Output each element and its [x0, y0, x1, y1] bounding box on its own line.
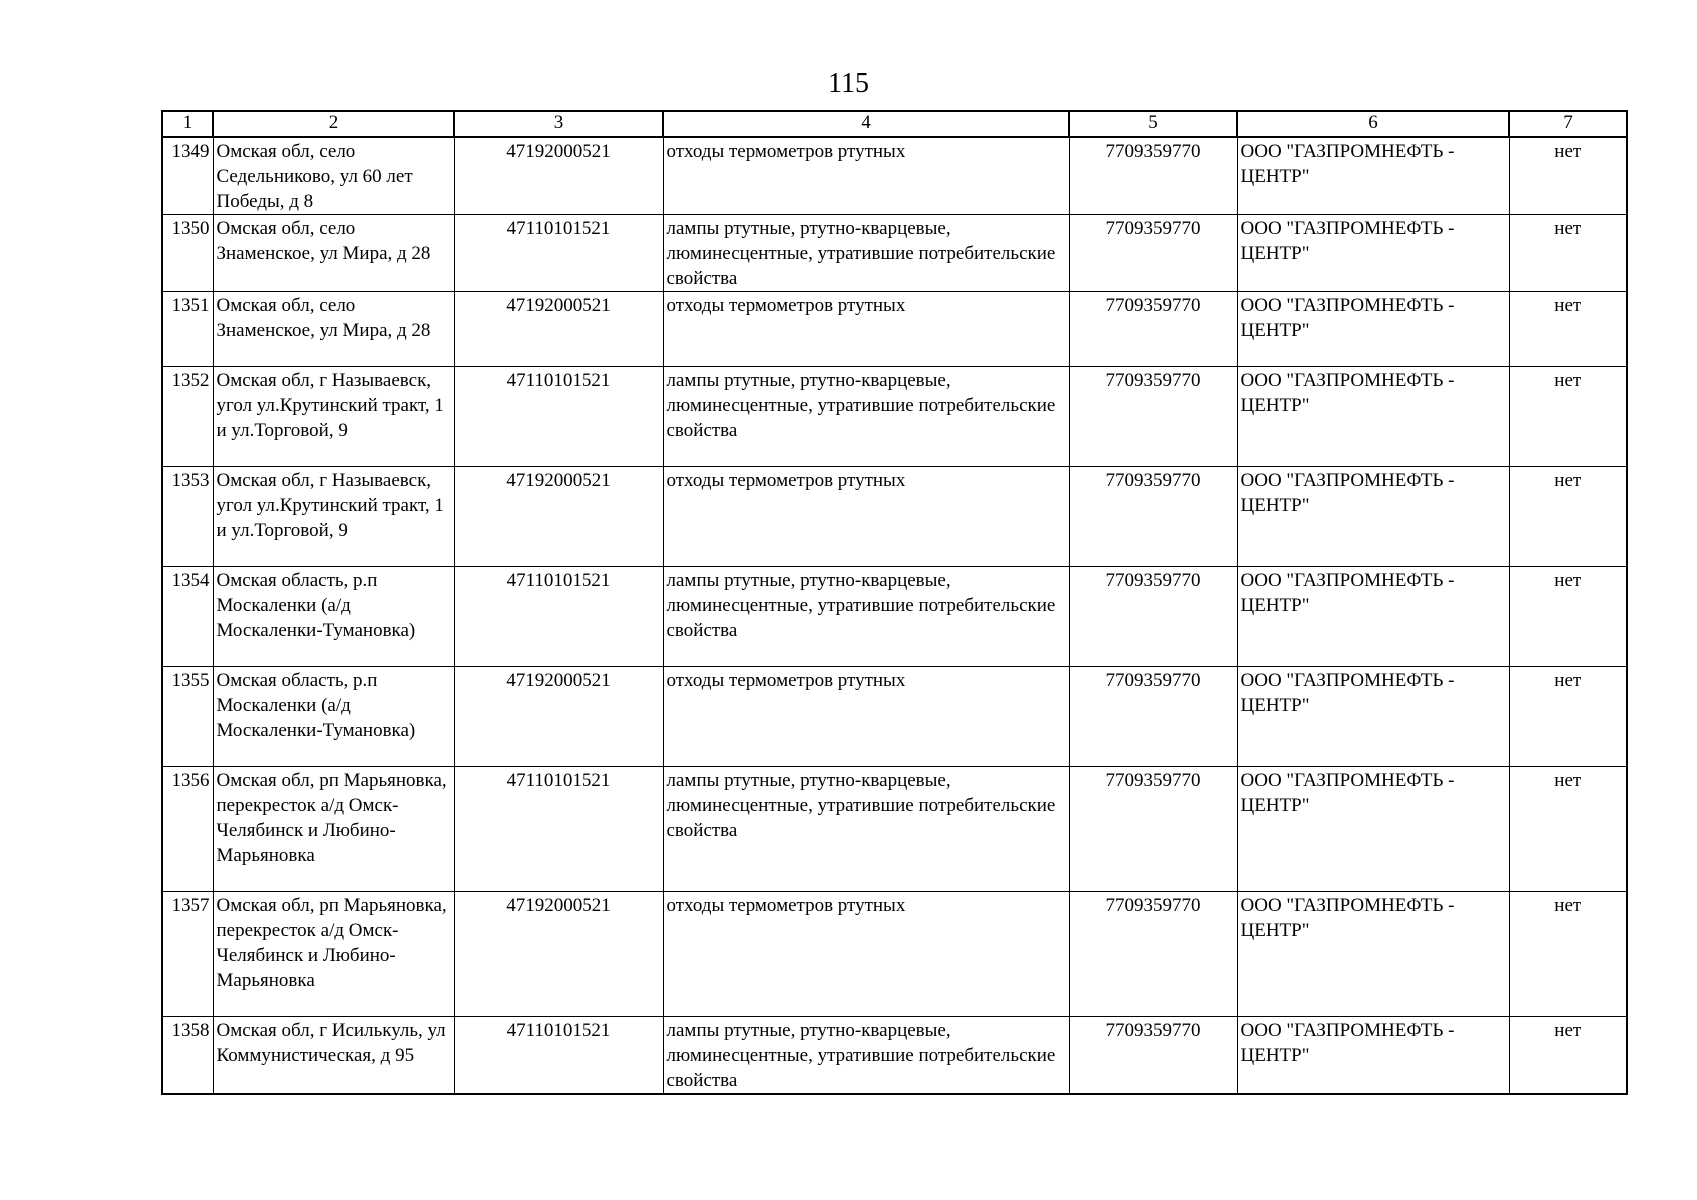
flag-cell: нет [1509, 215, 1627, 292]
table-row [162, 292, 1627, 367]
row-number-cell: 1356 [162, 767, 213, 892]
column-header: 5 [1069, 111, 1237, 137]
table-row [162, 1017, 1627, 1095]
waste-code-cell: 47110101521 [454, 367, 663, 467]
table-row [162, 892, 1627, 1017]
address-cell: Омская область, р.п Москаленки (а/д Москаленки-Тумановка) [213, 667, 454, 767]
inn-cell: 7709359770 [1069, 892, 1237, 1017]
flag-cell: нет [1509, 567, 1627, 667]
table-body [162, 137, 1627, 1094]
flag-cell: нет [1509, 467, 1627, 567]
row-number-cell: 1353 [162, 467, 213, 567]
row-number-cell: 1349 [162, 137, 213, 215]
waste-code-cell: 47192000521 [454, 667, 663, 767]
row-number-cell: 1357 [162, 892, 213, 1017]
waste-name-cell: отходы термометров ртутных [663, 667, 1069, 767]
waste-name-cell: лампы ртутные, ртутно-кварцевые, люминесцентные, утратившие потребительские свойства [663, 1017, 1069, 1095]
column-header: 4 [663, 111, 1069, 137]
waste-name-cell: лампы ртутные, ртутно-кварцевые, люминесцентные, утратившие потребительские свойства [663, 567, 1069, 667]
organization-cell: ООО "ГАЗПРОМНЕФТЬ - ЦЕНТР" [1237, 892, 1509, 1017]
page-number: 115 [828, 68, 869, 99]
inn-cell: 7709359770 [1069, 367, 1237, 467]
organization-cell: ООО "ГАЗПРОМНЕФТЬ - ЦЕНТР" [1237, 292, 1509, 367]
row-number-cell: 1352 [162, 367, 213, 467]
inn-cell: 7709359770 [1069, 567, 1237, 667]
column-header: 3 [454, 111, 663, 137]
organization-cell: ООО "ГАЗПРОМНЕФТЬ - ЦЕНТР" [1237, 667, 1509, 767]
table-row [162, 367, 1627, 467]
flag-cell: нет [1509, 367, 1627, 467]
waste-code-cell: 47110101521 [454, 767, 663, 892]
table-row [162, 767, 1627, 892]
address-cell: Омская обл, село Знаменское, ул Мира, д 28 [213, 292, 454, 367]
column-header: 7 [1509, 111, 1627, 137]
organization-cell: ООО "ГАЗПРОМНЕФТЬ - ЦЕНТР" [1237, 767, 1509, 892]
flag-cell: нет [1509, 292, 1627, 367]
row-number-cell: 1350 [162, 215, 213, 292]
waste-name-cell: лампы ртутные, ртутно-кварцевые, люминесцентные, утратившие потребительские свойства [663, 767, 1069, 892]
inn-cell: 7709359770 [1069, 467, 1237, 567]
waste-code-cell: 47192000521 [454, 137, 663, 215]
address-cell: Омская область, р.п Москаленки (а/д Москаленки-Тумановка) [213, 567, 454, 667]
address-cell: Омская обл, г Исилькуль, ул Коммунистическая, д 95 [213, 1017, 454, 1095]
inn-cell: 7709359770 [1069, 137, 1237, 215]
waste-code-cell: 47110101521 [454, 1017, 663, 1095]
waste-name-cell: лампы ртутные, ртутно-кварцевые, люминесцентные, утратившие потребительские свойства [663, 215, 1069, 292]
waste-name-cell: отходы термометров ртутных [663, 892, 1069, 1017]
row-number-cell: 1358 [162, 1017, 213, 1095]
column-header: 2 [213, 111, 454, 137]
row-number-cell: 1351 [162, 292, 213, 367]
inn-cell: 7709359770 [1069, 215, 1237, 292]
waste-code-cell: 47192000521 [454, 892, 663, 1017]
flag-cell: нет [1509, 1017, 1627, 1095]
column-header: 1 [162, 111, 213, 137]
flag-cell: нет [1509, 137, 1627, 215]
waste-code-cell: 47110101521 [454, 215, 663, 292]
table-row [162, 667, 1627, 767]
inn-cell: 7709359770 [1069, 292, 1237, 367]
address-cell: Омская обл, село Седельниково, ул 60 лет Победы, д 8 [213, 137, 454, 215]
organization-cell: ООО "ГАЗПРОМНЕФТЬ - ЦЕНТР" [1237, 137, 1509, 215]
waste-code-cell: 47192000521 [454, 292, 663, 367]
waste-name-cell: лампы ртутные, ртутно-кварцевые, люминесцентные, утратившие потребительские свойства [663, 367, 1069, 467]
row-number-cell: 1354 [162, 567, 213, 667]
inn-cell: 7709359770 [1069, 767, 1237, 892]
organization-cell: ООО "ГАЗПРОМНЕФТЬ - ЦЕНТР" [1237, 215, 1509, 292]
address-cell: Омская обл, г Называевск, угол ул.Крутинский тракт, 1 и ул.Торговой, 9 [213, 467, 454, 567]
table-row [162, 467, 1627, 567]
table-row [162, 215, 1627, 292]
column-number-row [162, 111, 1627, 137]
flag-cell: нет [1509, 667, 1627, 767]
address-cell: Омская обл, рп Марьяновка, перекресток а/д Омск-Челябинск и Любино-Марьяновка [213, 767, 454, 892]
address-cell: Омская обл, рп Марьяновка, перекресток а/д Омск-Челябинск и Любино-Марьяновка [213, 892, 454, 1017]
waste-name-cell: отходы термометров ртутных [663, 467, 1069, 567]
flag-cell: нет [1509, 892, 1627, 1017]
row-number-cell: 1355 [162, 667, 213, 767]
organization-cell: ООО "ГАЗПРОМНЕФТЬ - ЦЕНТР" [1237, 567, 1509, 667]
organization-cell: ООО "ГАЗПРОМНЕФТЬ - ЦЕНТР" [1237, 1017, 1509, 1095]
organization-cell: ООО "ГАЗПРОМНЕФТЬ - ЦЕНТР" [1237, 467, 1509, 567]
inn-cell: 7709359770 [1069, 1017, 1237, 1095]
waste-name-cell: отходы термометров ртутных [663, 292, 1069, 367]
table-row [162, 137, 1627, 215]
inn-cell: 7709359770 [1069, 667, 1237, 767]
column-header: 6 [1237, 111, 1509, 137]
waste-code-cell: 47110101521 [454, 567, 663, 667]
flag-cell: нет [1509, 767, 1627, 892]
waste-code-cell: 47192000521 [454, 467, 663, 567]
waste-name-cell: отходы термометров ртутных [663, 137, 1069, 215]
address-cell: Омская обл, г Называевск, угол ул.Крутинский тракт, 1 и ул.Торговой, 9 [213, 367, 454, 467]
table-row [162, 567, 1627, 667]
address-cell: Омская обл, село Знаменское, ул Мира, д 28 [213, 215, 454, 292]
registry-table [161, 110, 1628, 1095]
organization-cell: ООО "ГАЗПРОМНЕФТЬ - ЦЕНТР" [1237, 367, 1509, 467]
